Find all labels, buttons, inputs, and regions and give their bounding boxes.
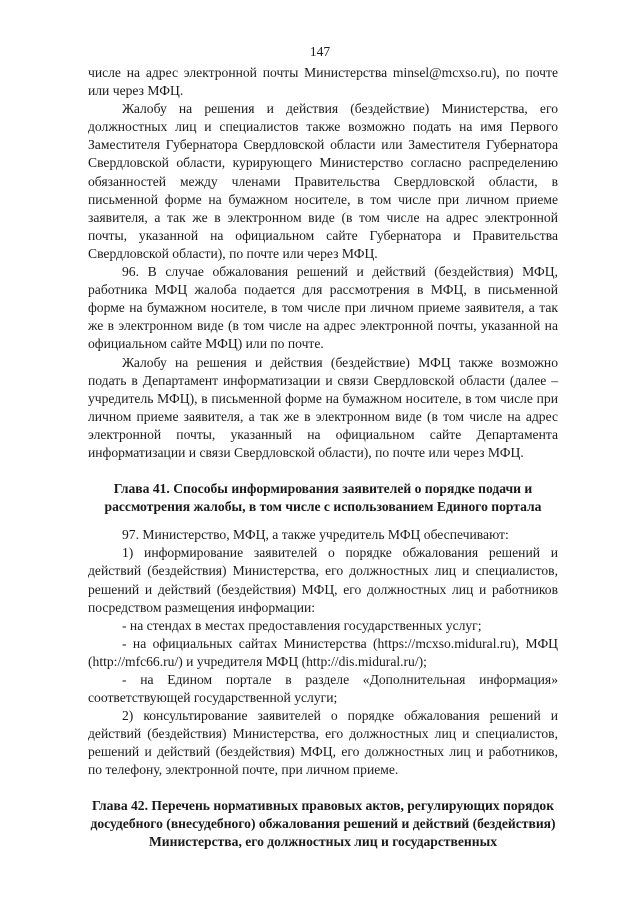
paragraph-complaint-governor: Жалобу на решения и действия (бездействие) Министерства, его должностных лиц и специалистов также возможно подать на имя Первого Заместителя Губернатора Свердловской области или Заместителя Губернатора Свердловской области, курирующего Министерство согласно распределению обязанностей между членами Правительства Свердловской области, в письменной форме на бумажном носителе, в том числе при личном приеме заявителя, а так же в электронном виде (в том числе на адрес электронной почты, указанной на официальном сайте Губернатора и Правительства Свердловской области), по почте или через МФЦ. (88, 101, 558, 261)
list-item-websites: - на официальных сайтах Министерства (https://mcxso.midural.ru), МФЦ (http://mfc66.ru/) и учредителя МФЦ (http://dis.midural.ru/); (88, 635, 558, 669)
chapter-41-heading: Глава 41. Способы информирования заявителей о порядке подачи и рассмотрения жалобы, в том числе с использованием Единого портала (104, 481, 542, 515)
paragraph-complaint-department: Жалобу на решения и действия (бездействие) МФЦ также возможно подать в Департамент информатизации и связи Свердловской области (далее – учредитель МФЦ), в письменной форме на бумажном носителе, в том числе при личном приеме заявителя, а так же в электронном виде (в том числе на адрес электронной почты, указанный на официальном сайте Департамента информатизации и связи Свердловской области), по почте или через МФЦ. (88, 354, 558, 460)
list-item-unified-portal: - на Едином портале в разделе «Дополнительная информация» соответствующей государственной услуги; (88, 672, 558, 706)
paragraph-96: 96. В случае обжалования решений и действий (бездействия) МФЦ, работника МФЦ жалоба подается для рассмотрения в МФЦ, в письменной форме на бумажном носителе, в том числе при личном приеме заявителя, а так же в электронном виде (в том числе на адрес электронной почты, указанной на официальном сайте МФЦ) или по почте. (88, 264, 558, 352)
list-item-consulting: 2) консультирование заявителей о порядке обжалования решений и действий (бездействия) Министерства, его должностных лиц и специалистов, решений и действий (бездействия) МФЦ, его должностных лиц и работников, по телефону, электронной почте, при личном приеме. (88, 708, 558, 778)
list-item-informing: 1) информирование заявителей о порядке обжалования решений и действий (бездействия) Министерства, его должностных лиц и специалистов, решений и действий (бездействия) МФЦ, его должностных лиц и работников посредством размещения информации: (88, 545, 558, 615)
spacer (88, 462, 558, 480)
list-item-stands: - на стендах в местах предоставления государственных услуг; (122, 617, 482, 633)
page-number: 147 (309, 44, 331, 59)
paragraph-97: 97. Министерство, МФЦ, а также учредитель МФЦ обеспечивают: (122, 527, 509, 543)
chapter-42-heading: Глава 42. Перечень нормативных правовых актов, регулирующих порядок досудебного (внесудебного) обжалования решений и действий (бездействия) Министерства, его должностных лиц и государственных (90, 797, 556, 849)
paragraph-continuation: числе на адрес электронной почты Министерства minsel@mcxso.ru), по почте или через МФЦ. (88, 65, 558, 99)
spacer (88, 516, 558, 526)
document-body (88, 64, 558, 851)
spacer (88, 780, 558, 797)
